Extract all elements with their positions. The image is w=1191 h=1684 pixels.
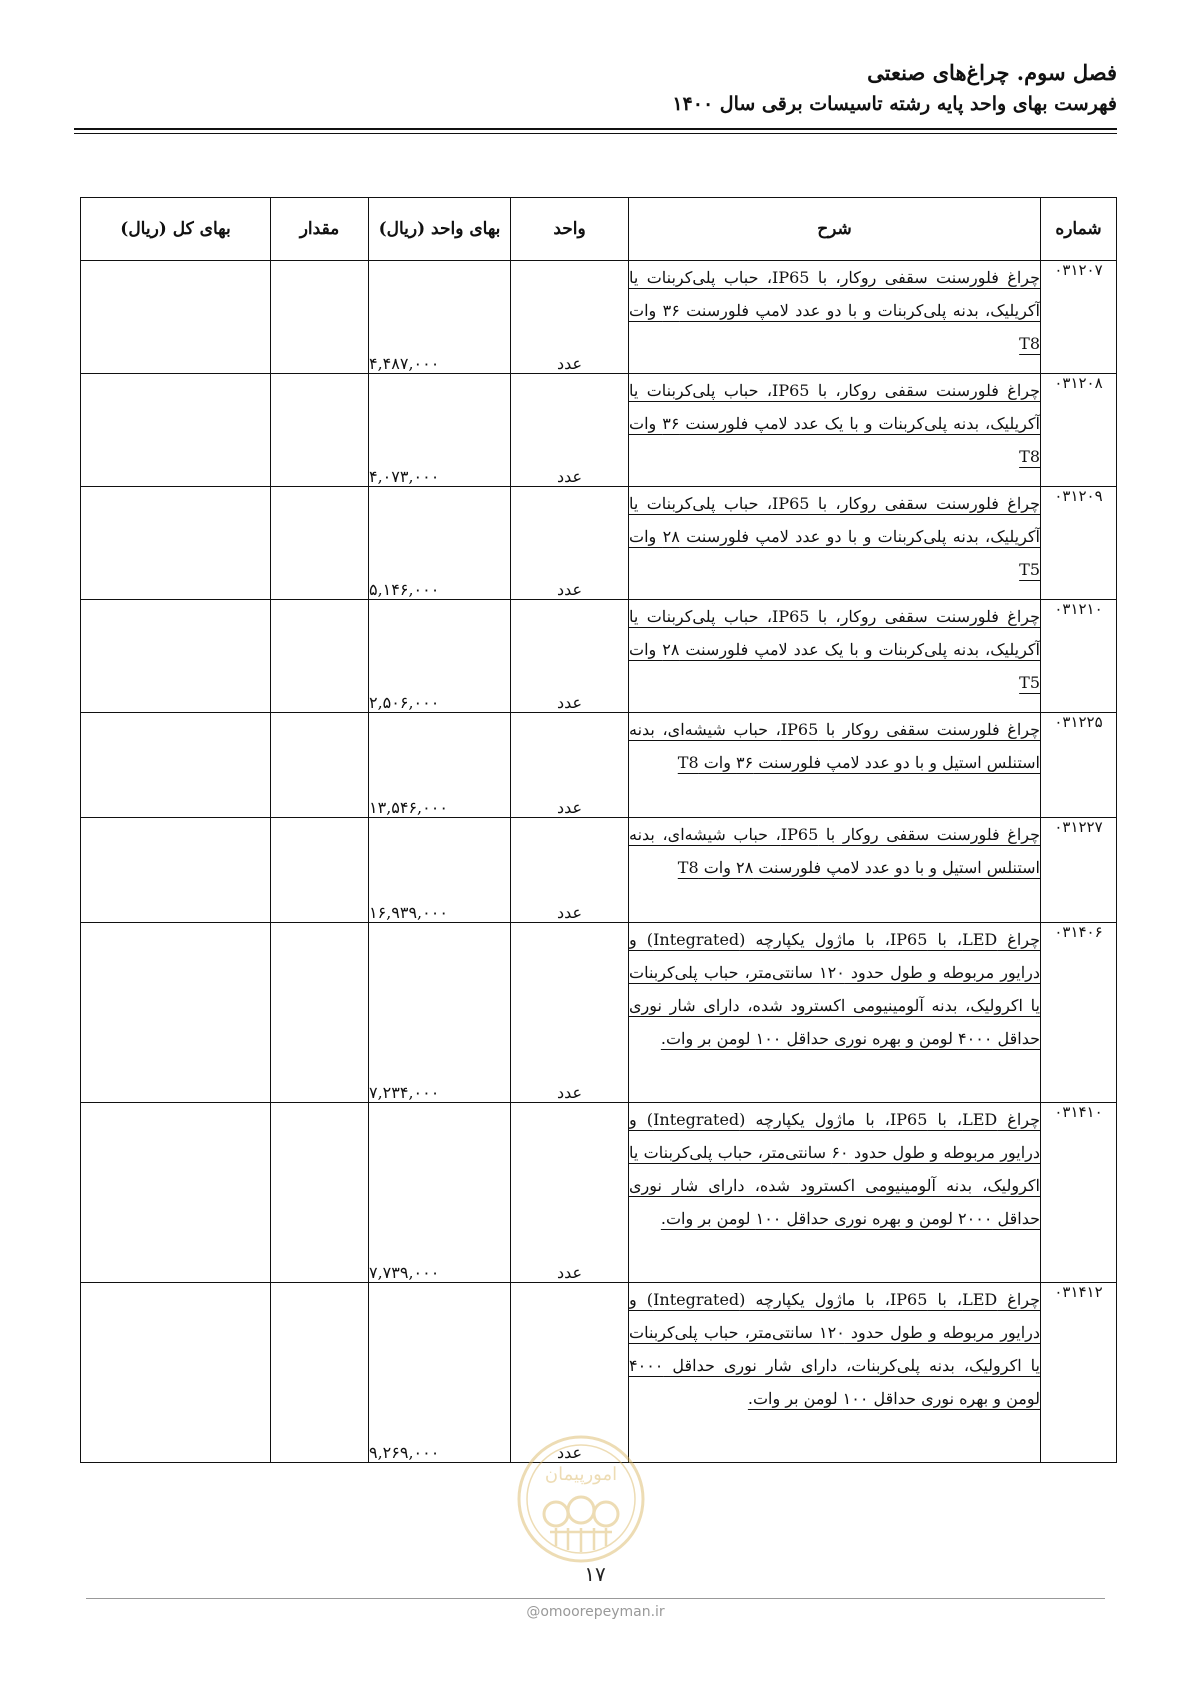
table-row [81, 374, 1117, 487]
item-unit-price: ۵,۱۴۶,۰۰۰ [369, 487, 511, 600]
item-total-price [81, 1103, 271, 1283]
item-unit-price: ۱۶,۹۳۹,۰۰۰ [369, 818, 511, 923]
item-unit: عدد [511, 600, 629, 713]
item-unit: عدد [511, 713, 629, 818]
item-unit: عدد [511, 374, 629, 487]
item-code: ۰۳۱۴۰۶ [1041, 923, 1117, 1103]
page-number: ۱۷ [584, 1562, 606, 1586]
table-row [81, 713, 1117, 818]
item-description-text: چراغ فلورسنت سقفی روکار، با IP65، حباب پلی‌کربنات یا آکریلیک، بدنه پلی‌کربنات و با یک عدد لامپ فلورسنت ۳۶ وات T8 [629, 381, 1041, 466]
table-header-row [81, 198, 1117, 261]
item-description-text: چراغ فلورسنت سقفی روکار، با IP65، حباب پلی‌کربنات یا آکریلیک، بدنه پلی‌کربنات و با یک عدد لامپ فلورسنت ۲۸ وات T5 [629, 607, 1041, 692]
item-unit-price: ۷,۲۳۴,۰۰۰ [369, 923, 511, 1103]
column-header-unit: واحد [511, 198, 629, 261]
item-description [629, 374, 1041, 487]
item-description [629, 487, 1041, 600]
item-description-text: چراغ فلورسنت سقفی روکار با IP65، حباب شیشه‌ای، بدنه استنلس استیل و با دو عدد لامپ فلورسنت ۲۸ وات T8 [629, 825, 1041, 877]
column-header-code: شماره [1041, 198, 1117, 261]
item-description-text: چراغ LED، با IP65، با ماژول یکپارچه (Integrated) و درایور مربوطه و طول حدود ۱۲۰ سانتی‌متر، حباب پلی‌کربنات یا اکرولیک، بدنه آلومینیومی اکسترود شده، دارای شار نوری حداقل ۴۰۰۰ لومن و بهره نوری حداقل ۱۰۰ لومن بر وات. [629, 930, 1041, 1048]
item-quantity [271, 923, 369, 1103]
item-unit-price: ۱۳,۵۴۶,۰۰۰ [369, 713, 511, 818]
item-total-price [81, 818, 271, 923]
item-unit: عدد [511, 1103, 629, 1283]
table-row [81, 487, 1117, 600]
item-quantity [271, 487, 369, 600]
item-unit-price: ۴,۴۸۷,۰۰۰ [369, 261, 511, 374]
column-header-description: شرح [629, 198, 1041, 261]
header-rule-thick [74, 128, 1117, 130]
item-description [629, 713, 1041, 818]
item-quantity [271, 374, 369, 487]
item-total-price [81, 600, 271, 713]
item-total-price [81, 1283, 271, 1463]
column-header-quantity: مقدار [271, 198, 369, 261]
table-row [81, 261, 1117, 374]
document-subtitle: فهرست بهای واحد پایه رشته تاسیسات برقی سال ۱۴۰۰ [672, 93, 1117, 115]
item-quantity [271, 818, 369, 923]
item-description-text: چراغ فلورسنت سقفی روکار، با IP65، حباب پلی‌کربنات یا آکریلیک، بدنه پلی‌کربنات و با دو عدد لامپ فلورسنت ۲۸ وات T5 [629, 494, 1041, 579]
item-unit: عدد [511, 487, 629, 600]
item-description [629, 261, 1041, 374]
item-quantity [271, 261, 369, 374]
page-header [74, 58, 1117, 120]
table-row [81, 923, 1117, 1103]
item-total-price [81, 923, 271, 1103]
item-unit-price: ۹,۲۶۹,۰۰۰ [369, 1283, 511, 1463]
item-total-price [81, 487, 271, 600]
item-unit: عدد [511, 923, 629, 1103]
publisher-seal-watermark [514, 1432, 648, 1566]
chapter-title: فصل سوم. چراغ‌های صنعتی [867, 60, 1117, 85]
price-list-table [80, 197, 1117, 1463]
item-code: ۰۳۱۲۰۹ [1041, 487, 1117, 600]
table-row [81, 818, 1117, 923]
item-description [629, 1103, 1041, 1283]
item-description [629, 600, 1041, 713]
footer-rule [86, 1598, 1105, 1599]
item-quantity [271, 713, 369, 818]
item-unit-price: ۴,۰۷۳,۰۰۰ [369, 374, 511, 487]
item-total-price [81, 261, 271, 374]
header-rule-thin [74, 133, 1117, 134]
item-code: ۰۳۱۲۲۵ [1041, 713, 1117, 818]
item-total-price [81, 374, 271, 487]
item-unit: عدد [511, 818, 629, 923]
table-row [81, 1103, 1117, 1283]
item-unit-price: ۲,۵۰۶,۰۰۰ [369, 600, 511, 713]
item-description-text: چراغ فلورسنت سقفی روکار، با IP65، حباب پلی‌کربنات یا آکریلیک، بدنه پلی‌کربنات و با دو عدد لامپ فلورسنت ۳۶ وات T8 [629, 268, 1041, 353]
item-description [629, 923, 1041, 1103]
item-total-price [81, 713, 271, 818]
item-description [629, 818, 1041, 923]
column-header-unit-price: بهای واحد (ریال) [369, 198, 511, 261]
item-unit: عدد [511, 261, 629, 374]
item-code: ۰۳۱۲۰۷ [1041, 261, 1117, 374]
seal-lettering: امورپیمان [544, 1464, 618, 1485]
item-description-text: چراغ فلورسنت سقفی روکار با IP65، حباب شیشه‌ای، بدنه استنلس استیل و با دو عدد لامپ فلورسنت ۳۶ وات T8 [629, 720, 1041, 772]
table-row [81, 600, 1117, 713]
item-code: ۰۳۱۲۱۰ [1041, 600, 1117, 713]
item-quantity [271, 1103, 369, 1283]
item-description [629, 1283, 1041, 1463]
item-code: ۰۳۱۴۱۰ [1041, 1103, 1117, 1283]
item-description-text: چراغ LED، با IP65، با ماژول یکپارچه (Integrated) و درایور مربوطه و طول حدود ۱۲۰ سانتی‌متر، حباب پلی‌کربنات یا اکرولیک، بدنه پلی‌کربنات، دارای شار نوری حداقل ۴۰۰۰ لومن و بهره نوری حداقل ۱۰۰ لومن بر وات. [629, 1290, 1041, 1408]
website-watermark: @omoorepeyman.ir [526, 1604, 665, 1620]
item-unit: عدد [511, 1283, 629, 1463]
item-quantity [271, 600, 369, 713]
item-unit-price: ۷,۷۳۹,۰۰۰ [369, 1103, 511, 1283]
item-code: ۰۳۱۲۰۸ [1041, 374, 1117, 487]
item-description-text: چراغ LED، با IP65، با ماژول یکپارچه (Integrated) و درایور مربوطه و طول حدود ۶۰ سانتی‌متر، حباب پلی‌کربنات یا اکرولیک، بدنه آلومینیومی اکسترود شده، دارای شار نوری حداقل ۲۰۰۰ لومن و بهره نوری حداقل ۱۰۰ لومن بر وات. [629, 1110, 1041, 1228]
item-code: ۰۳۱۴۱۲ [1041, 1283, 1117, 1463]
item-quantity [271, 1283, 369, 1463]
column-header-total-price: بهای کل (ریال) [81, 198, 271, 261]
item-code: ۰۳۱۲۲۷ [1041, 818, 1117, 923]
